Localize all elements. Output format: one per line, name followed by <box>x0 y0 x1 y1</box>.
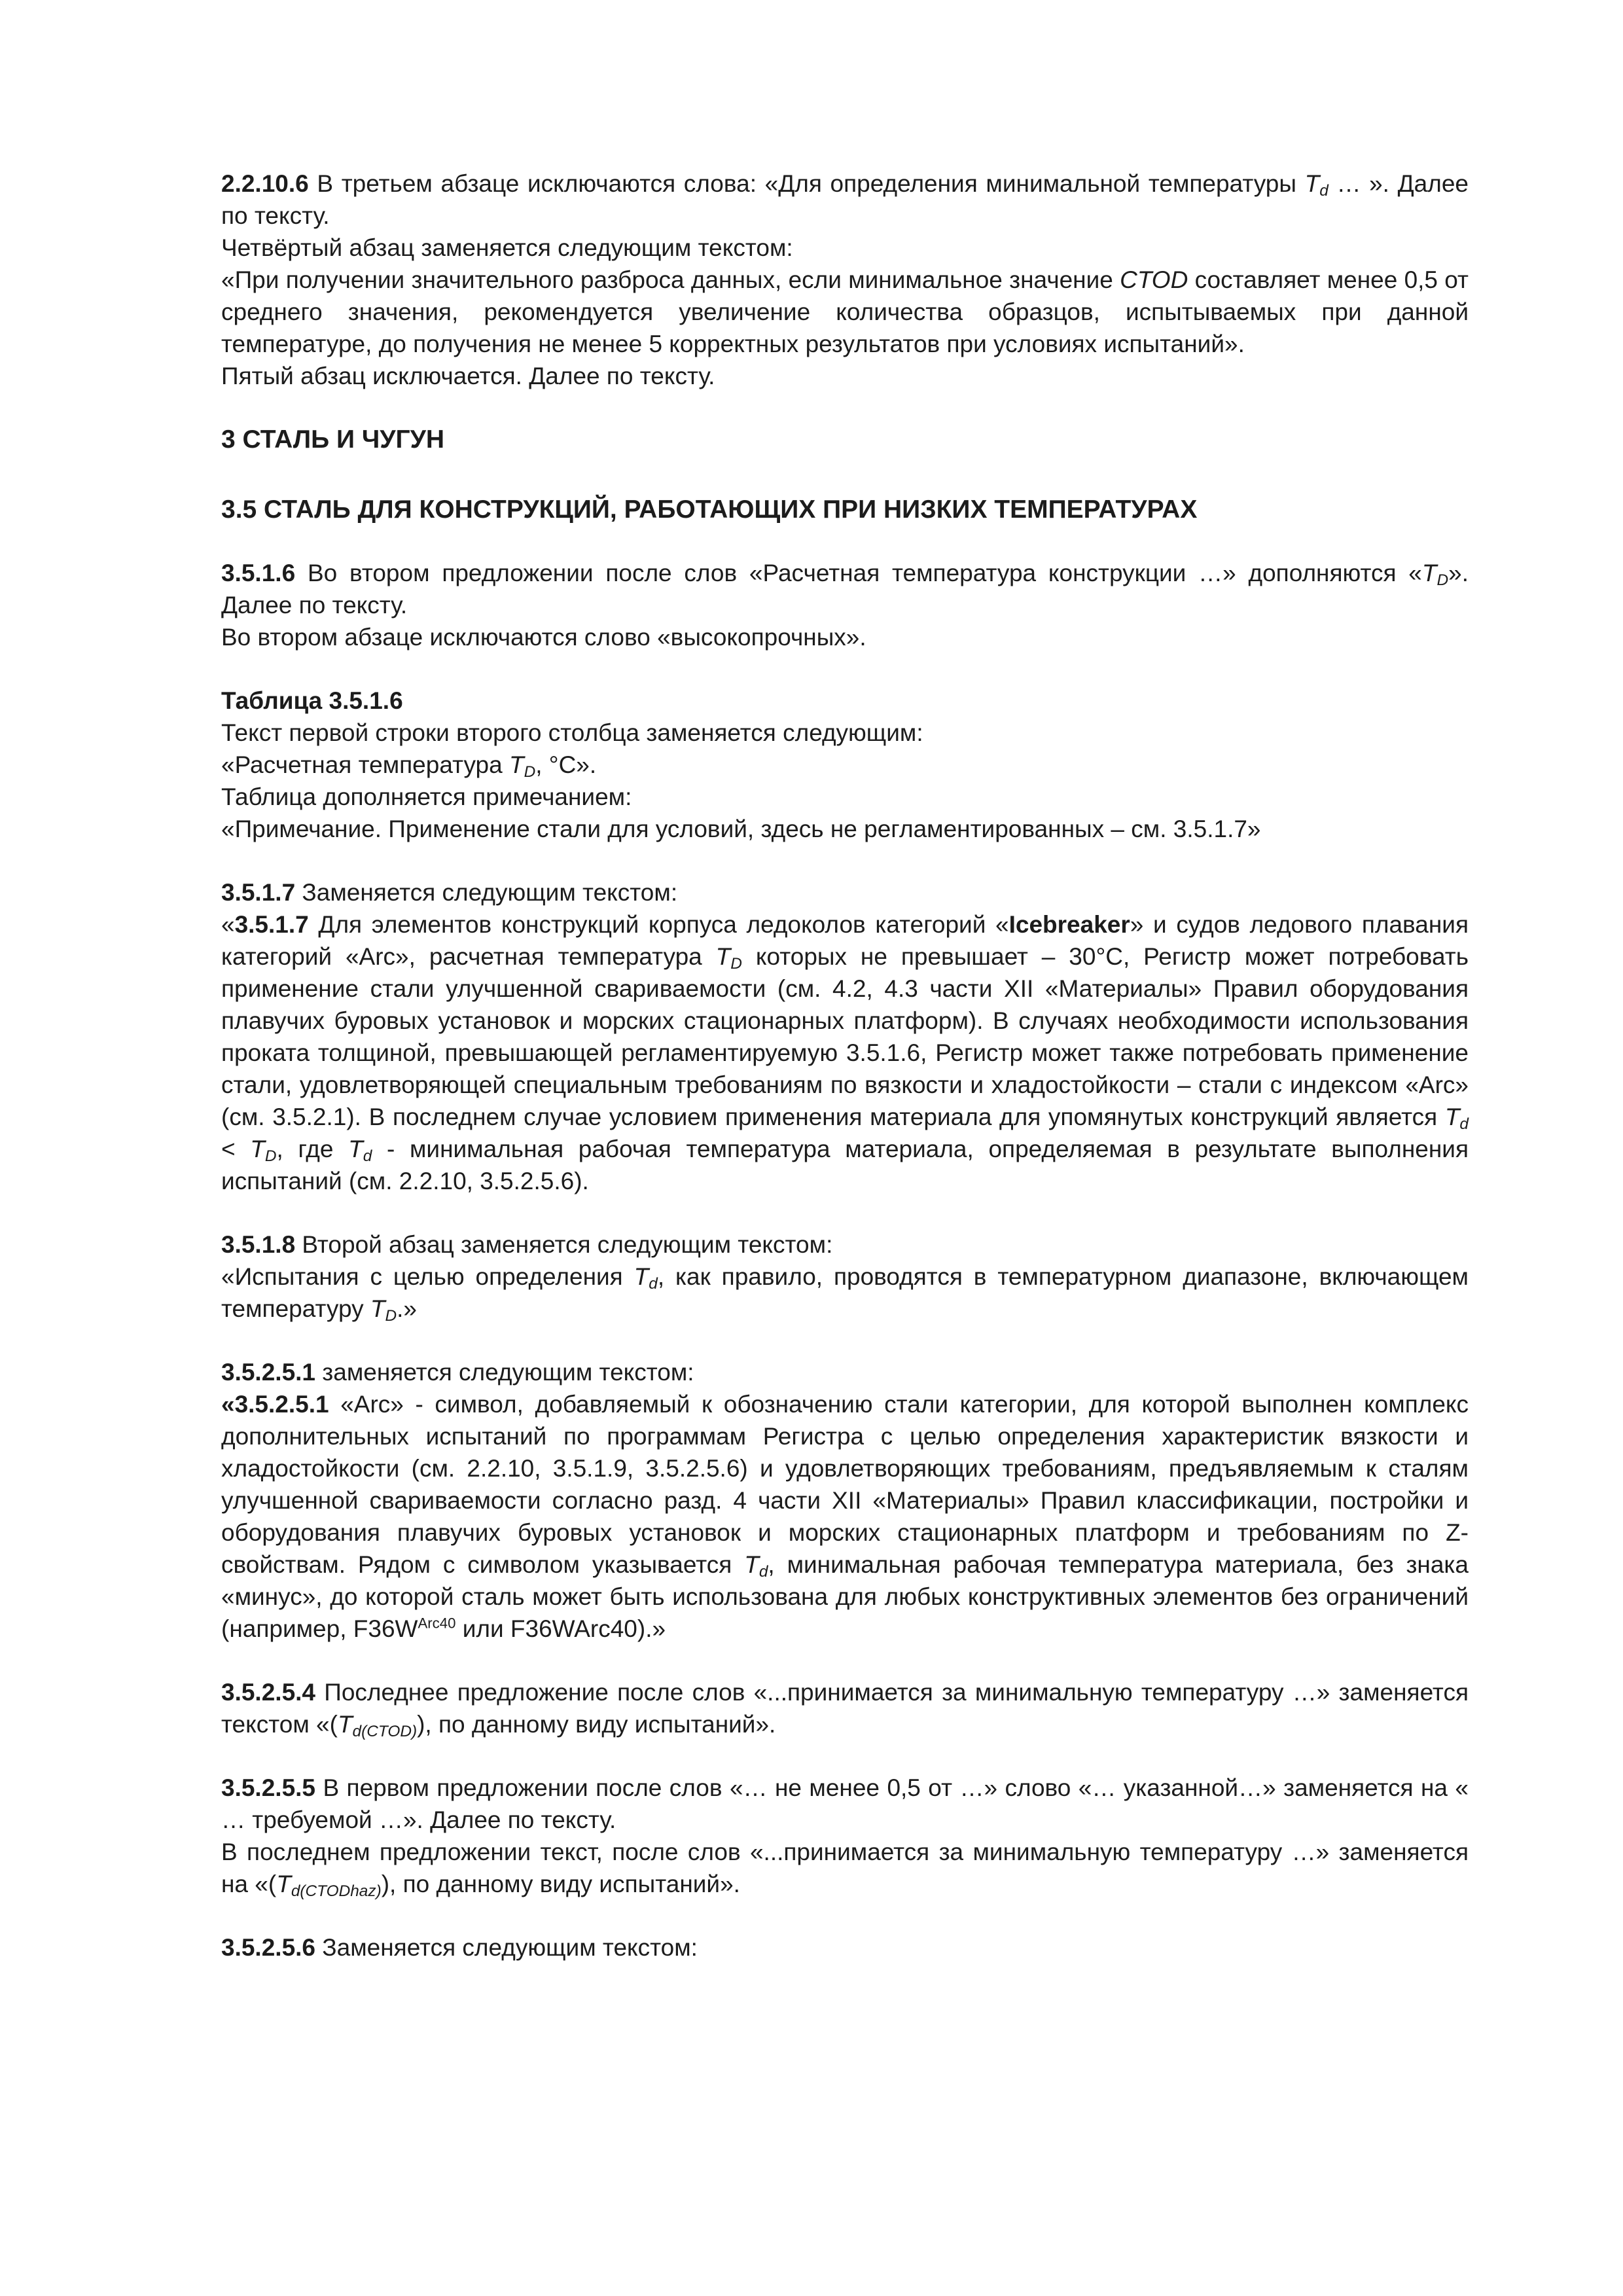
paragraph-text: «Примечание. Применение стали для условий, здесь не регламентированных – см. 3.5.1.7» <box>221 816 1261 842</box>
paragraph-text: Пятый абзац исключается. Далее по тексту. <box>221 363 715 389</box>
section-number: 3.5.2.5.4 <box>221 1679 316 1706</box>
text: Заменяется следующим текстом: <box>315 1934 698 1961</box>
symbol-td-ctod: $T_{d(CTOD)}$ <box>337 1711 418 1741</box>
section-number: 3.5.2.5.6 <box>221 1934 316 1961</box>
paragraph-text: Текст первой строки второго столбца заменяется следующим: <box>221 719 923 746</box>
paragraph-quote: «3.5.2.5.1 «Arc» - символ, добавляемый к обозначению стали категории, для которой выполнен комплекс дополнительных испытаний по программам Регистра с целью определения характеристик вязкости и хладостойкости (см. 2.2.10, 3.5.1.9, 3.5.2.5.6) и удовлетворяющих требованиям, предъявляемым к сталям улучшенной свариваемости согласно разд. 4 части XII «Материалы» Правил классификации, постройки и оборудования плавучих буровых установок и морских стационарных платформ и требованиям по Z-свойствам. Рядом с символом указывается $T_d$, минимальная рабочая температура материала, без знака «минус», до которой сталь может быть использована для любых конструктивных элементов без ограничений (например, $F36W^{Arc40}$ или F36WArc40).» <box>221 1391 1469 1642</box>
paragraph-3-5-2-5-5: 3.5.2.5.5 В первом предложении после слов «… не менее 0,5 от …» слово «… указанной…» заменяется на « … требуемой …». Далее по тексту. <box>221 1774 1469 1833</box>
section-number: 3.5.2.5.1 <box>221 1359 316 1386</box>
paragraph-text: Таблица дополняется примечанием: <box>221 783 632 810</box>
paragraph-text: Четвёртый абзац заменяется следующим текстом: <box>221 234 793 261</box>
paragraph-text: «Расчетная температура $T_D$, °С». <box>221 751 597 781</box>
text: В третьем абзаце исключаются слова: «Для определения минимальной температуры <box>308 170 1305 197</box>
symbol-tD: $T_D$ <box>1421 560 1449 590</box>
paragraph-text: В последнем предложении текст, после слов «...принимается за минимальную температуру …» заменяется на «$(T_{d(CTODhaz)})$, по данному виду испытаний». <box>221 1839 1469 1901</box>
section-number: 3.5.1.7 <box>221 879 296 906</box>
paragraph-text: Во втором абзаце исключаются слово «высокопрочных». <box>221 624 866 651</box>
section-number: 2.2.10.6 <box>221 170 309 197</box>
paragraph-3-5-2-5-4: 3.5.2.5.4 Последнее предложение после слов «...принимается за минимальную температуру …» заменяется текстом «$(T_{d(CTOD)})$, по данному виду испытаний». <box>221 1679 1469 1741</box>
paragraph-3-5-2-5-1 <box>221 1356 1469 1388</box>
text: … ». Далее по тексту. <box>221 170 1469 229</box>
symbol-td: $T_d$ <box>633 1263 658 1293</box>
symbol-tD: $T_D$ <box>250 1136 277 1166</box>
symbol-td: $T_d$ <box>348 1136 372 1166</box>
section-heading-3: 3 СТАЛЬ И ЧУГУН <box>221 425 445 454</box>
superscript-arc40: Arc40 <box>418 1615 456 1632</box>
document-body <box>221 168 1469 1964</box>
category-icebreaker: Icebreaker <box>1008 911 1130 938</box>
paragraph-3-5-1-6 <box>221 557 1469 621</box>
paragraph-3-5-1-7 <box>221 876 1469 908</box>
text: заменяется следующим текстом: <box>315 1359 694 1386</box>
symbol-tD: $T_D$ <box>715 943 742 973</box>
paragraph-2-2-10-6 <box>221 168 1469 232</box>
text: ». Далее по тексту. <box>221 560 1469 619</box>
text: Второй абзац заменяется следующим текстом: <box>295 1231 833 1258</box>
paragraph-quote: «Испытания с целью определения $T_d$, как правило, проводятся в температурном диапазоне, включающем температуру $T_D$.» <box>221 1263 1469 1325</box>
paragraph-3-5-1-8 <box>221 1229 1469 1261</box>
paragraph-3-5-2-5-6 <box>221 1931 1469 1964</box>
table-title: Таблица 3.5.1.6 <box>221 687 403 714</box>
symbol-td: $T_d$ <box>744 1551 768 1581</box>
paragraph-quote <box>221 264 1469 360</box>
section-number: 3.5.2.5.5 <box>221 1774 316 1801</box>
symbol-td: $T_d$ <box>1444 1103 1469 1134</box>
symbol-tD: $T_D$ <box>508 751 536 781</box>
symbol-ctod: CTOD <box>1120 266 1188 293</box>
symbol-tD: $T_D$ <box>370 1295 397 1325</box>
symbol-td: $T_d$ <box>1304 170 1329 200</box>
section-number: 3.5.1.8 <box>221 1231 296 1258</box>
quoted-section-number: 3.5.1.7 <box>234 911 309 938</box>
quoted-section-number: «3.5.2.5.1 <box>221 1391 329 1418</box>
paragraph-quote: «3.5.1.7 Для элементов конструкций корпуса ледоколов категорий «Icebreaker» и судов ледового плавания категорий «Arc», расчетная температура $T_D$ которых не превышает – 30°С, Регистр может потребовать применение стали улучшенной свариваемости (см. 4.2, 4.3 части XII «Материалы» Правил оборудования плавучих буровых установок и морских стационарных платформ). В случаях необходимости использования проката толщиной, превышающей регламентируемую 3.5.1.6, Регистр может также потребовать применение стали, удовлетворяющей специальным требованиям по вязкости и хладостойкости – стали с индексом «Arc» (см. 3.5.2.1). В последнем случае условием применения материала для упомянутых конструкций является $T_d < T_D$, где $T_d$ - минимальная рабочая температура материала, определяемая в результате выполнения испытаний (см. 2.2.10, 3.5.2.5.6). <box>221 911 1469 1194</box>
text: «При получении значительного разброса данных, если минимальное значение <box>221 266 1120 293</box>
section-heading-3-5: 3.5 СТАЛЬ ДЛЯ КОНСТРУКЦИЙ, РАБОТАЮЩИХ ПРИ НИЗКИХ ТЕМПЕРАТУРАХ <box>221 495 1198 524</box>
text: Во втором предложении после слов «Расчетная температура конструкции …» дополняются « <box>295 560 1422 586</box>
text: Заменяется следующим текстом: <box>295 879 678 906</box>
text: составляет менее 0,5 от среднего значения, рекомендуется увеличение количества образцов, испытываемых при данной температуре, до получения не менее 5 корректных результатов при условиях испытаний». <box>221 266 1469 357</box>
symbol-td-ctodhaz: $T_{d(CTODhaz)}$ <box>276 1871 382 1901</box>
section-number: 3.5.1.6 <box>221 560 296 586</box>
